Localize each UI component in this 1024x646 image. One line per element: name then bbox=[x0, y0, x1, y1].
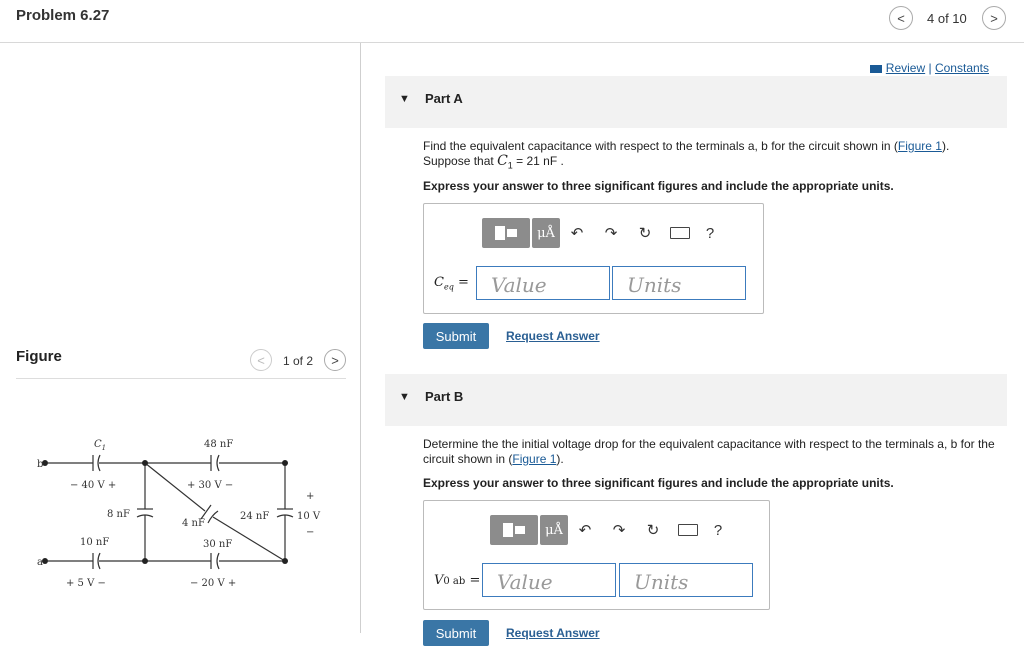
math-toolbar bbox=[482, 218, 722, 248]
chevron-right-icon: > bbox=[331, 352, 339, 368]
chevron-right-icon: > bbox=[990, 10, 998, 26]
value-input[interactable]: Value bbox=[476, 266, 610, 300]
cap-48nf-voltage-label: + 30 V − bbox=[187, 480, 234, 491]
value-input[interactable]: Value bbox=[482, 563, 616, 597]
node-b-label: b bbox=[37, 459, 44, 470]
part-a-title: Part A bbox=[425, 91, 463, 106]
keyboard-icon[interactable] bbox=[678, 524, 698, 536]
reset-icon[interactable]: ↻ bbox=[646, 522, 660, 539]
submit-button[interactable]: Submit bbox=[423, 620, 489, 646]
cap-right-minus: − bbox=[306, 527, 315, 538]
request-answer-link[interactable]: Request Answer bbox=[506, 329, 600, 343]
part-b-instruction: Express your answer to three significant figures and include the appropriate units. bbox=[423, 476, 894, 490]
figure-link[interactable]: Figure 1 bbox=[512, 452, 557, 466]
units-button[interactable]: μÅ bbox=[540, 515, 568, 545]
part-b-title: Part B bbox=[425, 389, 464, 404]
problem-title: Problem 6.27 bbox=[16, 7, 110, 24]
redo-icon[interactable]: ↷ bbox=[604, 225, 618, 242]
cap-8nf-label: 8 nF bbox=[107, 509, 130, 520]
collapse-triangle-icon: ▼ bbox=[399, 391, 410, 403]
chevron-left-icon: < bbox=[897, 10, 905, 26]
c1-voltage-label: − 40 V + bbox=[70, 480, 117, 491]
reset-icon[interactable]: ↻ bbox=[638, 225, 652, 242]
cap-right-plus: + bbox=[306, 491, 315, 502]
circuit-diagram[interactable] bbox=[0, 433, 340, 603]
keyboard-icon[interactable] bbox=[670, 227, 690, 239]
constants-link[interactable]: Constants bbox=[934, 61, 989, 75]
node-a-label: a bbox=[37, 557, 43, 568]
separator: | bbox=[928, 61, 932, 75]
prev-problem-button[interactable] bbox=[889, 6, 913, 30]
prev-figure-button[interactable] bbox=[250, 349, 272, 371]
part-b-header[interactable] bbox=[385, 374, 1007, 426]
cap-10nf-label: 10 nF bbox=[80, 537, 110, 548]
templates-button[interactable] bbox=[482, 218, 530, 248]
review-constants-links bbox=[870, 61, 989, 75]
submit-button[interactable]: Submit bbox=[423, 323, 489, 349]
book-icon bbox=[870, 65, 882, 73]
question-panel bbox=[362, 43, 1024, 641]
cap-10nf-voltage-label: + 5 V − bbox=[66, 578, 106, 589]
divider bbox=[16, 378, 346, 379]
part-a-question: Find the equivalent capacitance with respect to the terminals a, b for the circuit shown in (Figure 1). Suppose that $C_1 = 21$ nF . bbox=[423, 139, 950, 171]
collapse-triangle-icon: ▼ bbox=[399, 93, 410, 105]
units-button[interactable]: μÅ bbox=[532, 218, 560, 248]
cap-4nf-label: 4 nF bbox=[182, 518, 205, 529]
math-toolbar bbox=[490, 515, 730, 545]
undo-icon[interactable]: ↶ bbox=[570, 225, 584, 242]
next-figure-button[interactable] bbox=[324, 349, 346, 371]
v0ab-label: V0 ab = bbox=[434, 573, 481, 588]
part-a-answer-box bbox=[423, 203, 764, 314]
part-a-header[interactable] bbox=[385, 76, 1007, 128]
help-icon[interactable]: ? bbox=[705, 224, 715, 242]
cap-24nf-label: 24 nF bbox=[240, 511, 270, 522]
cap-30nf-voltage-label: − 20 V + bbox=[190, 578, 237, 589]
redo-icon[interactable]: ↷ bbox=[612, 522, 626, 539]
review-link[interactable]: Review bbox=[885, 61, 926, 75]
undo-icon[interactable]: ↶ bbox=[578, 522, 592, 539]
ceq-label: $C_{eq}$ = bbox=[434, 275, 469, 292]
header-bar bbox=[0, 0, 1024, 43]
request-answer-link[interactable]: Request Answer bbox=[506, 626, 600, 640]
cap-48nf-label: 48 nF bbox=[204, 439, 234, 450]
figure-panel bbox=[0, 43, 361, 633]
part-b-answer-box bbox=[423, 500, 770, 610]
figure-label: Figure bbox=[16, 348, 62, 365]
part-b-question: Determine the the initial voltage drop for the equivalent capacitance with respect to the terminals a, b for the circuit shown in (Figure 1). bbox=[423, 437, 995, 466]
figure-pager: 1 of 2 bbox=[283, 354, 314, 368]
part-a-instruction: Express your answer to three significant figures and include the appropriate units. bbox=[423, 179, 894, 193]
problem-pager: 4 of 10 bbox=[927, 11, 967, 26]
chevron-left-icon: < bbox=[257, 352, 265, 368]
c1-label: $C_1$ bbox=[94, 439, 107, 452]
next-problem-button[interactable] bbox=[982, 6, 1006, 30]
cap-right-voltage-label: 10 V bbox=[297, 511, 321, 522]
templates-button[interactable] bbox=[490, 515, 538, 545]
units-input[interactable]: Units bbox=[619, 563, 753, 597]
cap-30nf-label: 30 nF bbox=[203, 539, 233, 550]
figure-link[interactable]: Figure 1 bbox=[897, 139, 942, 153]
help-icon[interactable]: ? bbox=[713, 521, 723, 539]
units-input[interactable]: Units bbox=[612, 266, 746, 300]
